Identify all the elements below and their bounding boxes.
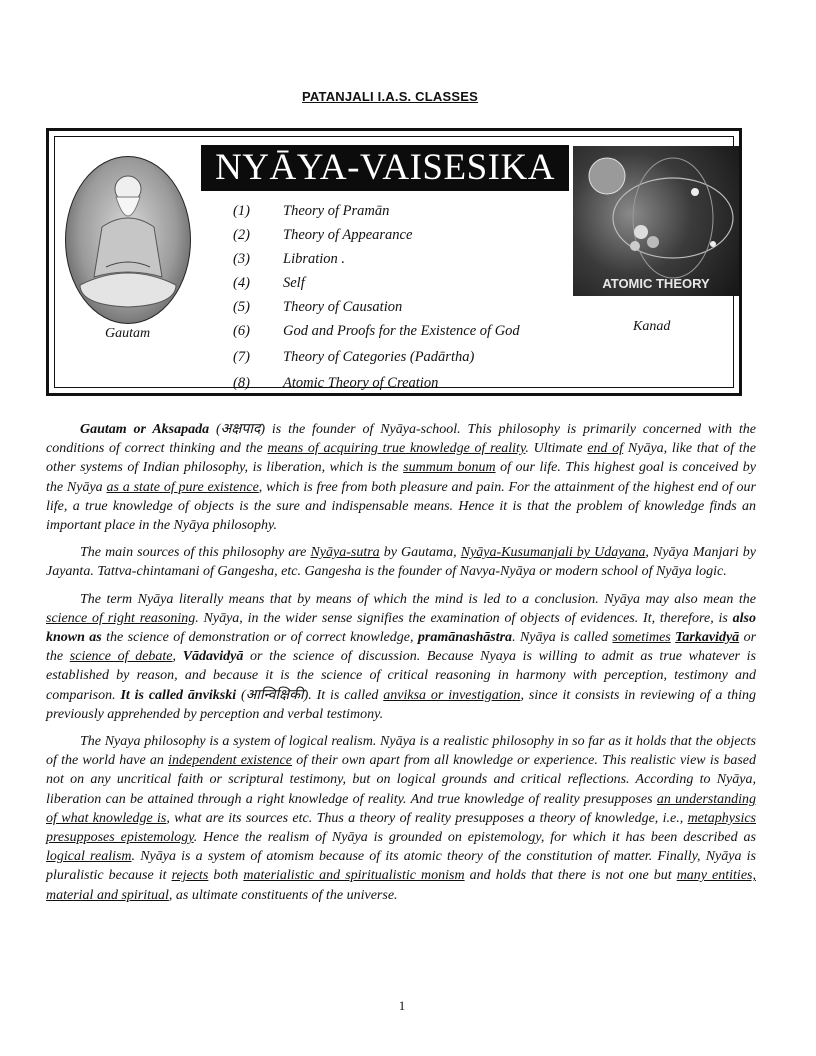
text-span: . Nyāya is a system of atomism because of its atomic theory of the constitution of matter. Finally, Nyāya is pluralistic because it xyxy=(46,849,756,884)
topic-label: Theory of Categories (Padārtha) xyxy=(283,349,475,365)
text-span: the science of demonstration or of correct knowledge, xyxy=(101,630,418,646)
text-span: , xyxy=(172,649,183,665)
gautam-caption: Gautam xyxy=(105,326,151,341)
underlined-span: science of right reasoning xyxy=(46,610,196,626)
text-span: and holds that there is not one but xyxy=(464,868,677,884)
bold-span: also known as xyxy=(46,610,757,646)
topic-item xyxy=(233,323,573,345)
text-span: Nyāya, like that of the other systems of Indian philosophy, is liberation, which is the xyxy=(46,441,757,476)
title-frame-inner xyxy=(54,136,734,391)
topic-number: (3) xyxy=(233,251,250,267)
underlined-span: materialistic and spiritualistic monism xyxy=(243,868,465,884)
topic-label: Theory of Pramān xyxy=(283,203,390,219)
paragraph-2 xyxy=(46,543,756,581)
topic-label: Libration . xyxy=(283,251,346,267)
underlined-span: metaphysics presupposes epistemology xyxy=(46,810,756,846)
bold-span: Vādavidyā xyxy=(182,649,244,665)
topic-label: God and Proofs for the Existence of God xyxy=(283,323,520,339)
topic-item xyxy=(233,203,573,225)
text-span: , which is free from both pleasure and pain. For the attainment of the highest end of our life, a true knowledge of objects is the sure and indispensable means. Hence it is that the problem of knowledge finds an important place in the Nyāya philosophy. xyxy=(46,479,756,534)
text-span: of our life. This highest goal is conceived by the Nyāya xyxy=(46,460,757,495)
text-span: The Nyaya philosophy is a system of logical realism. Nyāya is a realistic philosophy in so far as it holds that the objects of the world have an xyxy=(46,734,756,769)
topic-number: (2) xyxy=(233,227,250,243)
underlined-span: an understanding of what knowledge is xyxy=(46,791,756,826)
underlined-span: science of debate xyxy=(69,649,173,665)
paragraph-1 xyxy=(46,420,756,535)
topic-label: Theory of Causation xyxy=(283,299,403,315)
text-span: , as ultimate constituents of the universe. xyxy=(168,887,398,903)
image-caption-text: ATOMIC THEORY xyxy=(602,276,710,291)
underlined-span: anviksa or investigation xyxy=(383,687,521,703)
topic-number: (1) xyxy=(233,203,250,219)
text-span: by Gautama, xyxy=(379,545,461,561)
text-span: , since it consists in reviewing of a thing previously apprehended by perception and verbal testimony. xyxy=(46,687,756,722)
topic-number: (4) xyxy=(233,275,250,291)
body-text xyxy=(46,420,756,913)
atom-orbit-illustration xyxy=(573,146,739,296)
page-header: PATANJALI I.A.S. CLASSES xyxy=(302,89,478,104)
text-span: , Nyāya Manjari by Jayanta. Tattva-chintamani of Gangesha, etc. Gangesha is the founder of Navya-Nyāya or modern school of Nyāya logic. xyxy=(46,545,757,580)
topic-label: Self xyxy=(283,275,305,291)
topic-item xyxy=(233,349,573,371)
bold-span: Tarkavidyā xyxy=(675,630,740,646)
underlined-span: summum bonum xyxy=(403,460,496,476)
topic-item xyxy=(233,227,573,249)
underlined-span: independent existence xyxy=(168,753,292,769)
text-span: The term Nyāya literally means that by means of which the mind is led to a conclusion. Nyāya may also mean the xyxy=(80,591,756,607)
text-span: (आन्विक्षिकी). It is called xyxy=(236,687,384,703)
title-frame xyxy=(46,128,742,396)
text-span: of their own apart from all knowledge or experience. This realistic view is based not on any uncritical faith or scriptural testimony, but on logical grounds and critical reflections. According to Nyāya, liberation can be attained through a right knowledge of reality. And true knowledge of reality presupposes xyxy=(46,753,757,807)
underlined-span: as a state of pure existence xyxy=(106,479,259,495)
seated-sage-figure xyxy=(66,157,190,323)
topic-number: (5) xyxy=(233,299,250,315)
topic-label: Theory of Appearance xyxy=(283,227,413,243)
document-title: NYĀYA-VAISESIKA xyxy=(201,145,569,191)
underlined-span: means of acquiring true knowledge of reality xyxy=(267,441,526,457)
paragraph-4 xyxy=(46,732,756,905)
text-span: . Hence the realism of Nyāya is grounded on epistemology, for which it has been described as xyxy=(193,830,756,846)
topic-number: (8) xyxy=(233,375,250,391)
topic-item xyxy=(233,299,573,321)
text-span: both xyxy=(208,868,244,884)
text-span: The main sources of this philosophy are xyxy=(80,545,311,561)
underlined-span: Nyāya-sutra xyxy=(310,545,380,561)
text-span: . Nyāya, in the wider sense signifies the examination of objects of evidences. It, therefore, is xyxy=(195,610,733,626)
text-span: . Ultimate xyxy=(525,441,588,457)
topic-label: Atomic Theory of Creation xyxy=(283,375,439,391)
bold-lead: Gautam or Aksapada xyxy=(80,422,210,437)
text-span: or the science of discussion. Because Nyaya is willing to admit as true whatever is established by reason, and because it is the science of critical reasoning in harmony with perception, testimony and comparison. xyxy=(46,649,756,703)
kanad-caption: Kanad xyxy=(633,319,671,334)
topic-item xyxy=(233,275,573,297)
paragraph-3 xyxy=(46,590,756,724)
topic-number: (7) xyxy=(233,349,250,365)
text-span: (अक्षपाद) is the founder of Nyāya-school. This philosophy is primarily concerned with the conditions of correct thinking and the xyxy=(46,422,757,457)
topic-item xyxy=(233,251,573,273)
underlined-span: sometimes xyxy=(612,630,671,646)
atomic-theory-image xyxy=(573,146,739,296)
topic-number: (6) xyxy=(233,323,250,339)
underlined-span: Nyāya-Kusumanjali by Udayana xyxy=(460,545,646,561)
underlined-span: end of xyxy=(587,441,624,457)
text-span: . Nyāya is called xyxy=(512,630,613,646)
page-number: 1 xyxy=(398,998,406,1013)
gautam-portrait-image xyxy=(65,156,191,324)
bold-span: pramānashāstra xyxy=(417,630,513,646)
underlined-span: rejects xyxy=(171,868,209,884)
text-span: , what are its sources etc. Thus a theory of reality presupposes a theory of knowledge, i.e., xyxy=(166,810,688,826)
underlined-span: logical realism xyxy=(46,849,132,865)
text-span: or the xyxy=(46,630,757,665)
underlined-span: many entities, material and spiritual xyxy=(46,868,756,903)
topic-item xyxy=(233,375,573,397)
bold-span: It is called ānvikski xyxy=(120,687,237,703)
